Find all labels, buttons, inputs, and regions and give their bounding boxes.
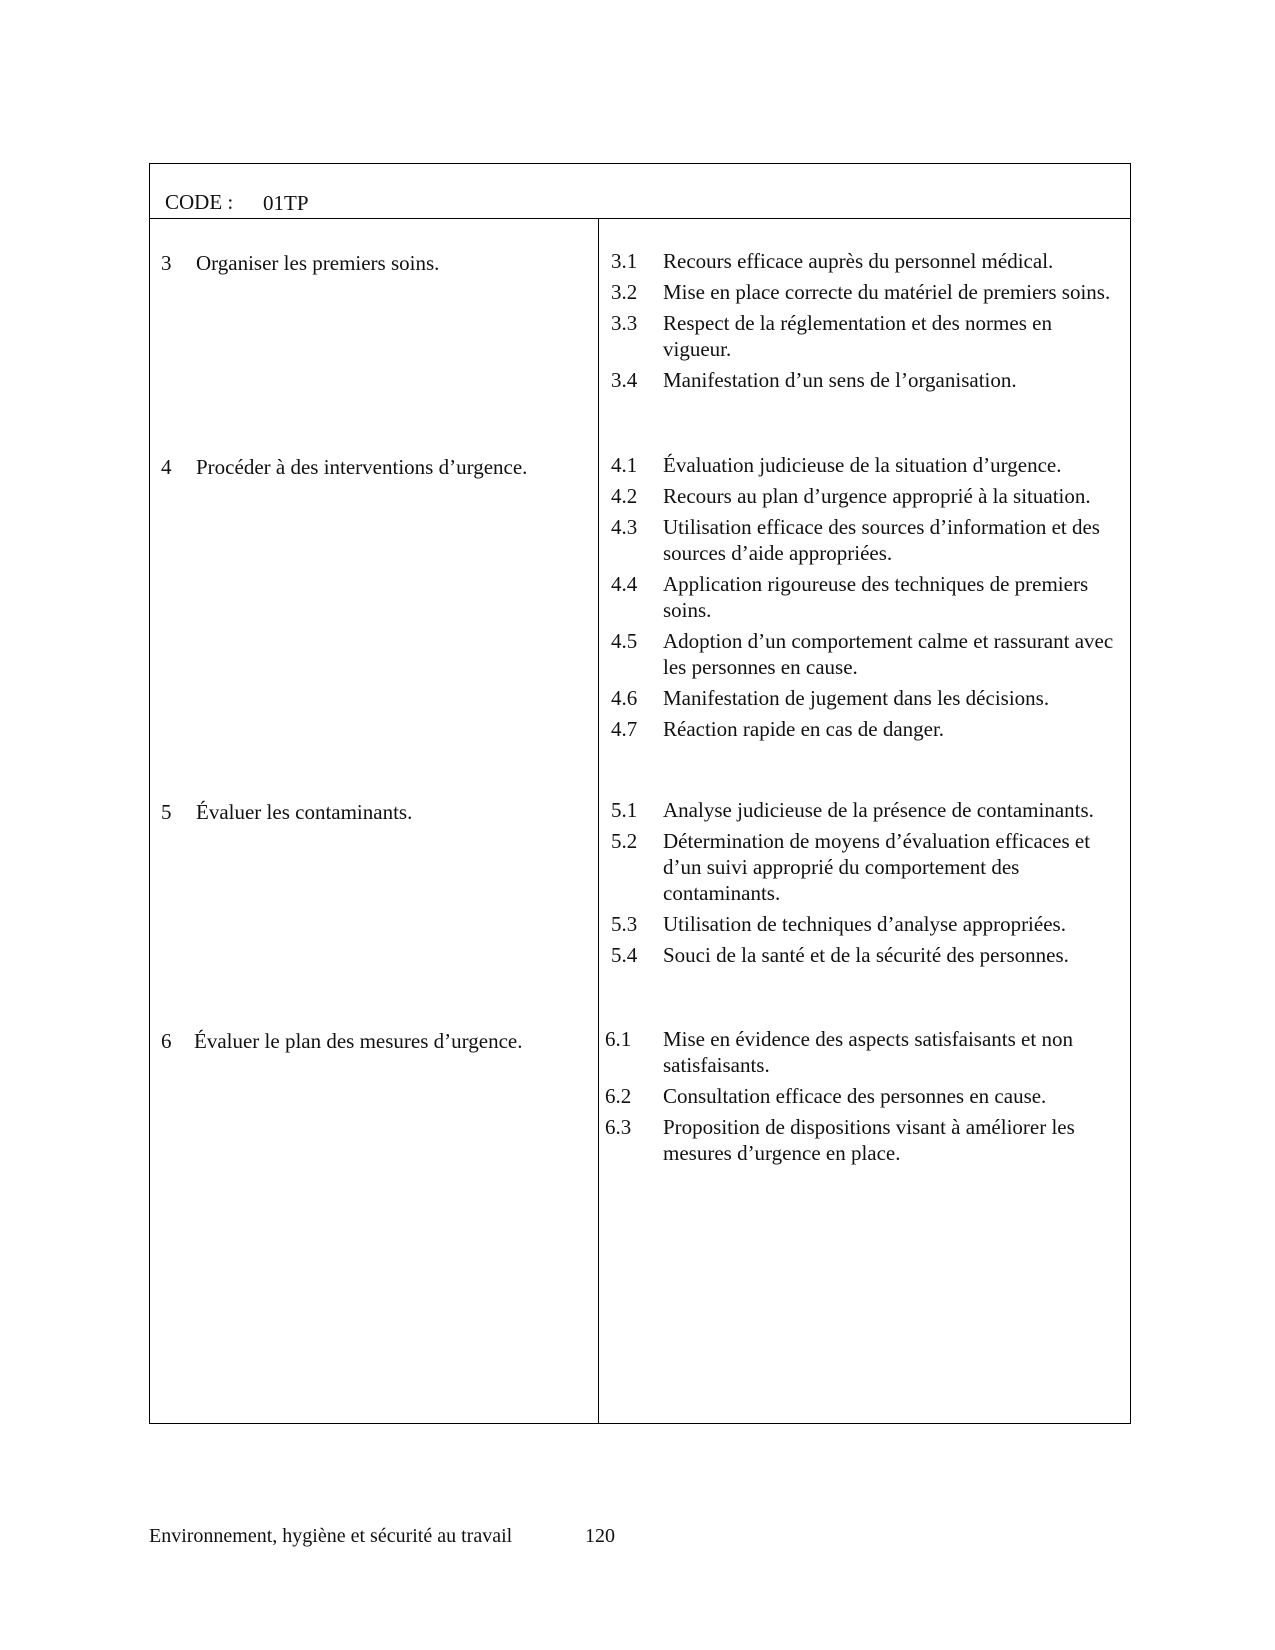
criterion-text: Proposition de dispositions visant à améliorer les mesures d’urgence en place. <box>663 1115 1075 1165</box>
criteria-list-4 <box>611 452 1123 747</box>
criterion-text: Recours efficace auprès du personnel médical. <box>663 249 1054 273</box>
criterion-number: 4.7 <box>611 717 638 741</box>
criterion-3-3 <box>611 310 1123 362</box>
page-number: 120 <box>585 1525 615 1547</box>
criterion-4-1 <box>611 452 1123 478</box>
code-label: CODE : <box>165 190 234 214</box>
criterion-text: Détermination de moyens d’évaluation efficaces et d’un suivi approprié du comportement des contaminants. <box>663 829 1091 905</box>
criterion-number: 3.2 <box>611 280 638 304</box>
criterion-number: 5.1 <box>611 798 638 822</box>
criterion-text: Utilisation efficace des sources d’information et des sources d’aide appropriées. <box>663 515 1100 565</box>
criterion-text: Adoption d’un comportement calme et rassurant avec les personnes en cause. <box>663 629 1114 679</box>
criteria-list-5 <box>611 797 1123 973</box>
criterion-number: 4.2 <box>611 484 638 508</box>
criterion-number: 5.3 <box>611 912 638 936</box>
criterion-4-3 <box>611 514 1123 566</box>
footer-title: Environnement, hygiène et sécurité au travail <box>149 1525 513 1547</box>
criterion-5-4 <box>611 942 1123 968</box>
criterion-5-2 <box>611 828 1123 906</box>
competence-number: 3 <box>161 251 172 275</box>
criterion-number: 6.1 <box>605 1027 632 1051</box>
criterion-text: Évaluation judicieuse de la situation d’urgence. <box>663 453 1062 477</box>
column-divider <box>598 219 599 1423</box>
criterion-number: 4.1 <box>611 453 638 477</box>
code-header <box>150 164 1130 219</box>
criterion-4-6 <box>611 685 1123 711</box>
criterion-number: 5.2 <box>611 829 638 853</box>
criterion-6-3 <box>605 1114 1123 1166</box>
criterion-number: 3.4 <box>611 368 638 392</box>
criterion-text: Mise en évidence des aspects satisfaisants et non satisfaisants. <box>663 1027 1073 1077</box>
criterion-text: Analyse judicieuse de la présence de contaminants. <box>663 798 1094 822</box>
criterion-number: 6.2 <box>605 1084 632 1108</box>
criterion-text: Utilisation de techniques d’analyse appropriées. <box>663 912 1066 936</box>
competence-text: Organiser les premiers soins. <box>196 251 440 275</box>
criterion-text: Souci de la santé et de la sécurité des personnes. <box>663 943 1069 967</box>
criterion-number: 6.3 <box>605 1115 632 1139</box>
competence-number: 6 <box>161 1029 172 1053</box>
criterion-4-4 <box>611 571 1123 623</box>
competence-text: Évaluer les contaminants. <box>196 800 413 824</box>
criterion-3-2 <box>611 279 1123 305</box>
criterion-text: Mise en place correcte du matériel de premiers soins. <box>663 280 1111 304</box>
competence-number: 5 <box>161 800 172 824</box>
competence-text: Procéder à des interventions d’urgence. <box>196 455 528 479</box>
criterion-number: 3.3 <box>611 311 638 335</box>
criterion-number: 4.5 <box>611 629 638 653</box>
criterion-number: 5.4 <box>611 943 638 967</box>
criterion-4-7 <box>611 716 1123 742</box>
criterion-6-1 <box>605 1026 1123 1078</box>
criterion-text: Recours au plan d’urgence approprié à la situation. <box>663 484 1091 508</box>
competency-table <box>149 163 1131 1424</box>
criterion-6-2 <box>605 1083 1123 1109</box>
criterion-number: 4.4 <box>611 572 638 596</box>
criterion-text: Réaction rapide en cas de danger. <box>663 717 945 741</box>
criterion-3-4 <box>611 367 1123 393</box>
criterion-number: 3.1 <box>611 249 638 273</box>
criterion-number: 4.6 <box>611 686 638 710</box>
criterion-text: Manifestation d’un sens de l’organisation. <box>663 368 1017 392</box>
criterion-4-5 <box>611 628 1123 680</box>
competence-number: 4 <box>161 455 172 479</box>
criteria-list-3 <box>611 248 1123 398</box>
criterion-text: Application rigoureuse des techniques de premiers soins. <box>663 572 1089 622</box>
code-value: 01TP <box>263 191 309 215</box>
criterion-5-1 <box>611 797 1123 823</box>
criterion-text: Manifestation de jugement dans les décisions. <box>663 686 1050 710</box>
criterion-3-1 <box>611 248 1123 274</box>
criterion-5-3 <box>611 911 1123 937</box>
criterion-text: Consultation efficace des personnes en cause. <box>663 1084 1047 1108</box>
criterion-text: Respect de la réglementation et des normes en vigueur. <box>663 311 1052 361</box>
criterion-number: 4.3 <box>611 515 638 539</box>
criteria-list-6 <box>605 1026 1123 1171</box>
competence-text: Évaluer le plan des mesures d’urgence. <box>194 1029 523 1053</box>
criterion-4-2 <box>611 483 1123 509</box>
